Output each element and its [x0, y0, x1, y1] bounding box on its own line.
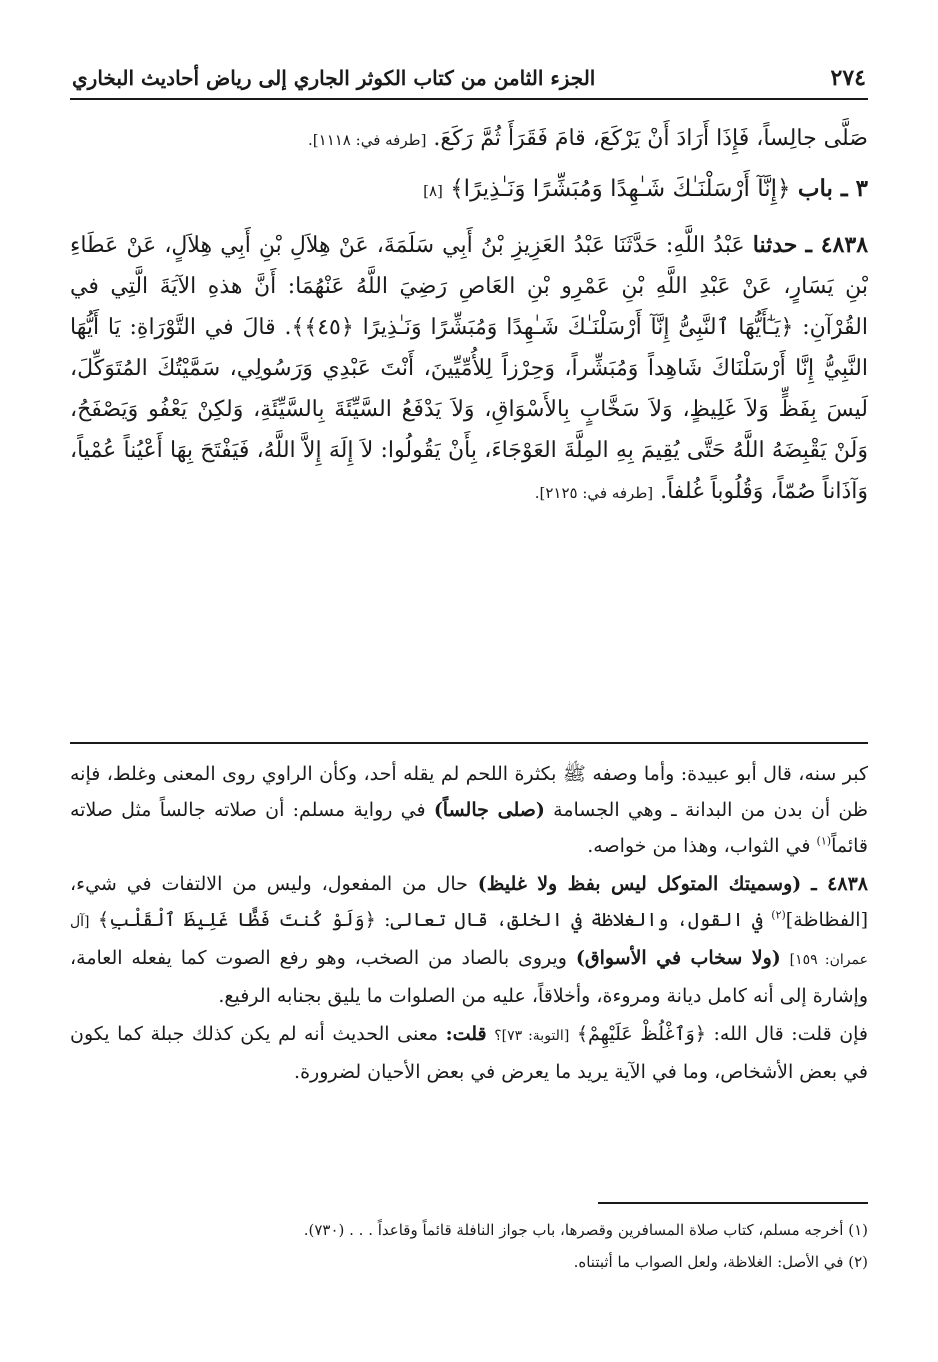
- footnote-ref-1[interactable]: (١): [816, 834, 832, 848]
- footnote-1: [70, 1214, 868, 1246]
- footnote-1-mark: (١): [848, 1221, 868, 1239]
- header-rule: [70, 98, 868, 100]
- chapter-verse: ﴿إِنَّآ أَرْسَلْنَـٰكَ شَـٰهِدًا وَمُبَشِّرًا وَنَـٰذِيرًا﴾: [450, 176, 791, 202]
- commentary-2-verse: ﴿وَلَوْ كُنتَ فَظًّا غَلِيظَ ٱلْقَلْبِ﴾: [97, 909, 376, 931]
- commentary-2-text-a: حال من المفعول، وليس من الالتفات في شيء، [الفظاظة]: [70, 873, 868, 931]
- commentary-3-text-b: معنى الحديث أنه لم يكن كذلك جبلة كما يكون في بعض الأشخاص، وما في الآية يريد ما يعرض في بعض الأحيان لضرورة.: [70, 1023, 868, 1083]
- commentary-1-text-c: في رواية مسلم: أن صلاته جالساً مثل صلاته قائماً: [70, 799, 868, 857]
- commentary-2-citation: [آل عمران: ١٥٩]: [70, 914, 868, 968]
- main-text: [70, 118, 868, 514]
- commentary-1-text-a: كبر سنه، قال أبو عبيدة: وأما وصفه ﷺ بكثرة اللحم لم يقله أحد، وكأن الراوي روى المعنى وغلط، فإنه ظن أن بدن من البدانة ـ وهي الجسامة: [70, 763, 868, 821]
- commentary-2-text-d: ويروى بالصاد من الصخب، وهو رفع الصوت كما يفعله العامة، وإشارة إلى أنه كامل ديانة ومروءة، وأخلاقاً، عليه من الصلوات ما يليق بجنابه الرفيع.: [70, 947, 868, 1007]
- commentary-paragraph-2: [70, 866, 868, 1014]
- commentary-rule: [70, 742, 868, 744]
- chapter-heading: [70, 167, 868, 213]
- hadith-paragraph: [70, 225, 868, 514]
- commentary-1-text-d: في الثواب، وهذا من خواصه.: [587, 835, 811, 857]
- commentary-section: [70, 756, 868, 1090]
- chapter-label: ٣ ـ باب: [797, 175, 868, 202]
- hadith-number: ٤٨٣٨ ـ: [805, 232, 869, 258]
- hadith-text: عَبْدُ اللَّهِ: حَدَّثَنَا عَبْدُ العَزِيزِ بْنُ أَبِي سَلَمَةَ، عَنْ هِلاَلِ بْنِ أَبِي هِلاَلٍ، عَنْ عَطَاءِ بْنِ يَسَارٍ، عَنْ عَبْدِ اللَّهِ بْنِ عَمْرِو بْنِ العَاصِ رَضِيَ اللَّهُ عَنْهُمَا: أَنَّ هذهِ الآيَةَ الَّتِي في القُرْآنِ: ﴿يَـٰٓأَيُّهَا ٱلنَّبِىُّ إِنَّآ أَرْسَلْنَـٰكَ شَـٰهِدًا وَمُبَشِّرًا وَنَـٰذِيرًا ﴿٤٥﴾﴾. قالَ في التَّوْرَاةِ: يَا أَيُّهَا النَّبِيُّ إِنَّا أَرْسَلْنَاكَ شَاهِداً وَمُبَشِّراً، وَحِرْزاً لِلأُمِّيِّينَ، أَنْتَ عَبْدِي وَرَسُولِي، سَمَّيْتُكَ المُتَوَكِّلَ، لَيسَ بِفَظٍّ وَلاَ غَلِيظٍ، وَلاَ سَخَّابٍ بِالأَسْوَاقِ، وَلاَ يَدْفَعُ السَّيِّئَةَ بِالسَّيِّئَةِ، وَلكِنْ يَعْفُو وَيَصْفَحُ، وَلَنْ يَقْبِضَهُ اللَّهُ حَتَّى يُقِيمَ بِهِ المِلَّةَ العَوْجَاءَ، بِأَنْ يَقُولُوا: لاَ إِلَهَ إِلاَّ اللَّهُ، فَيَفْتَحَ بِهَا أَعْيُناً عُمْياً، وَآذَاناً صُمّاً، وَقُلُوباً غُلفاً.: [70, 233, 868, 504]
- footnotes-section: [70, 1214, 868, 1278]
- intro-paragraph: [70, 118, 868, 161]
- footnote-2: [70, 1246, 868, 1278]
- page-number: ٢٧٤: [830, 65, 866, 91]
- commentary-2-bold-1: (وسميتك المتوكل ليس بفظ ولا غليظ): [477, 873, 802, 895]
- chapter-citation: [٨]: [423, 182, 443, 200]
- footnote-ref-2[interactable]: (٢): [771, 908, 786, 922]
- footnote-2-text: في الأصل: الغلاظة، ولعل الصواب ما أثبتناه.: [573, 1253, 844, 1271]
- commentary-3-citation: [التوبة: ٧٣]؟: [494, 1028, 570, 1044]
- commentary-2-number: ٤٨٣٨ ـ: [811, 873, 868, 895]
- intro-text: صَلَّى جالِساً، فَإِذَا أَرَادَ أَنْ يَرْكَعَ، قامَ فَقَرَأَ ثُمَّ رَكَعَ.: [433, 126, 868, 151]
- commentary-3-verse: ﴿وَٱغْلُظْ عَلَيْهِمْ﴾: [576, 1023, 706, 1045]
- commentary-3-text-a: فإن قلت: قال الله:: [713, 1023, 869, 1045]
- footnote-1-text: أخرجه مسلم، كتاب صلاة المسافرين وقصرها، باب جواز النافلة قائماً وقاعداً . . . (٧٣٠).: [303, 1221, 844, 1239]
- running-header: [72, 58, 866, 98]
- commentary-paragraph-3: [70, 1016, 868, 1090]
- intro-citation: [طرفه في: ١١١٨].: [308, 131, 427, 149]
- hadith-citation: [طرفه في: ٢١٢٥].: [534, 484, 654, 502]
- running-title: الجزء الثامن من كتاب الكوثر الجاري إلى رياض أحاديث البخاري: [72, 66, 596, 90]
- hadith-narration-word: حدثنا: [752, 232, 798, 258]
- commentary-2-text-c: في القول، والغلاظة في الخلق، قال تعالى:: [384, 909, 763, 931]
- commentary-3-qult: قلت:: [445, 1023, 487, 1045]
- commentary-paragraph-1: [70, 756, 868, 864]
- footnote-2-mark: (٢): [848, 1253, 868, 1271]
- commentary-2-bold-2: (ولا سخاب في الأسواق): [575, 947, 781, 969]
- footnote-rule: [598, 1202, 868, 1204]
- commentary-1-bold: (صلى جالساً): [433, 799, 545, 821]
